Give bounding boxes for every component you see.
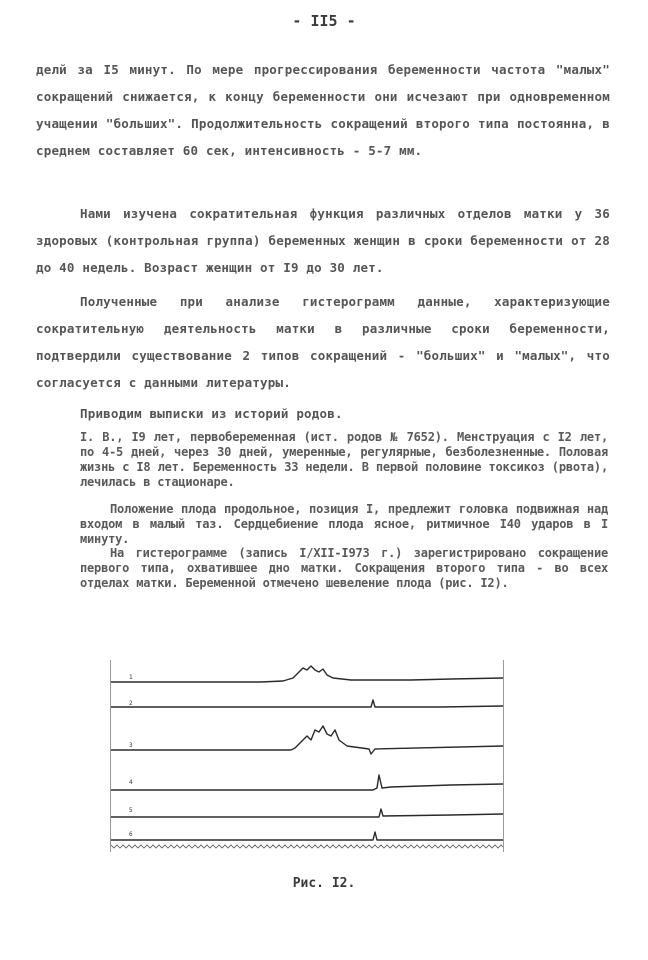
time-marks-row (111, 845, 503, 848)
case-history-paragraph-3: На гистерограмме (запись I/XII-I973 г.) зарегистрировано сокращение первого типа, охватившее дно матки. Сокращения второго типа - во всех отделах матки. Беременной отмечено шевеление плода (рис. I2). (80, 546, 608, 590)
paragraph-1: делй за I5 минут. По мере прогрессирования беременности частота "малых" сокращений снижается, к концу беременности они исчезают при одновременном учащении "больших". Продолжительность сокращений второго типа постоянна, в среднем составляет 60 сек, интенсивность - 5-7 мм. (36, 62, 610, 158)
paragraph-4: Приводим выписки из историй родов. (80, 406, 343, 421)
trace-channel-4 (111, 775, 503, 790)
hysterogram-chart (111, 660, 503, 852)
hysterogram-figure (110, 660, 504, 852)
trace-channel-1 (111, 666, 503, 682)
page-number: - II5 - (292, 12, 356, 30)
channel-label-4: 4 (129, 779, 133, 786)
channel-label-5: 5 (129, 807, 133, 814)
case-history-paragraph-2: Положение плода продольное, позиция I, предлежит головка подвижная над входом в малый таз. Сердцебиение плода ясное, ритмичное I40 ударов в I минуту. (80, 502, 608, 546)
figure-caption: Рис. I2. (292, 876, 356, 891)
channel-label-3: 3 (129, 742, 133, 749)
trace-channel-5 (111, 809, 503, 817)
trace-channel-6-baseline (111, 832, 503, 840)
trace-channel-3 (111, 726, 503, 754)
channel-label-6: 6 (129, 831, 133, 838)
paragraph-2: Нами изучена сократительная функция различных отделов матки у 36 здоровых (контрольная группа) беременных женщин в сроки беременности от 28 до 40 недель. Возраст женщин от I9 до 30 лет. (36, 206, 610, 275)
paragraph-3: Полученные при анализе гистерограмм данные, характеризующие сократительную деятельность матки в различные сроки беременности, подтвердили существование 2 типов сокращений - "больших" и "малых", что согласуется с данными литературы. (36, 294, 610, 390)
channel-label-2: 2 (129, 700, 133, 707)
case-history-paragraph-1: I. В., I9 лет, первобеременная (ист. родов № 7652). Менструация с I2 лет, по 4-5 дней, через 30 дней, умеренные, регулярные, безболезненные. Половая жизнь с I8 лет. Беременность 33 недели. В первой половине токсикоз (рвота), лечилась в стационаре. (80, 430, 608, 489)
channel-label-1: 1 (129, 674, 133, 681)
trace-channel-2 (111, 700, 503, 707)
